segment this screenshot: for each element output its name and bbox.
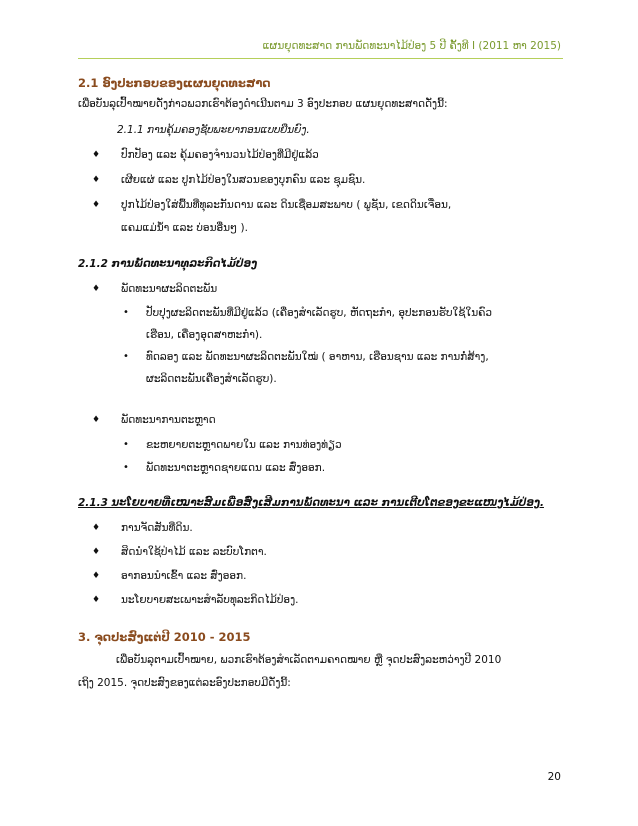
subsection-2-1-2-heading: 2.1.2 ການພັດທະນາທຸລະກິດໄມ້ປ່ອງ xyxy=(78,258,258,270)
diamond-bullet-icon: ♦ xyxy=(92,284,101,294)
dot-bullet-icon: • xyxy=(123,439,129,450)
diamond-bullet-icon: ♦ xyxy=(92,547,101,557)
list-item: ພັດທະນາຜະລິດຕະພັນ xyxy=(121,283,218,295)
diamond-bullet-icon: ♦ xyxy=(92,200,101,210)
list-item: ນະໂຍບາຍສະເພາະສຳລັບທຸລະກິດໄມ້ປ່ອງ. xyxy=(121,594,299,606)
list-item: ພັດທະນາການຕະຫຼາດ xyxy=(121,414,216,426)
list-item: ສິດນຳໃຊ້ປ່າໄມ້ ແລະ ລະບົບໂກຕາ. xyxy=(121,546,267,558)
diamond-bullet-icon: ♦ xyxy=(92,175,101,185)
dot-bullet-icon: • xyxy=(123,462,129,473)
subsection-2-1-3-heading: 2.1.3 ນະໂຍບາຍທີ່ເໝາະສົມເພື່ອສົ່ງເສີມການພັດທະນາ ແລະ ການເຕີບໂຕຂອງຂະແໜງໄມ້ປ່ອງ. xyxy=(78,497,544,509)
list-item: ປູກໄມ້ປ່ອງໃສ່ພື້ນທີ່ທຸລະກັນດານ ແລະ ດິນເຊື່ອມສະພາບ ( ພູຊັນ, ເຂດດິນເຈື່ອນ, xyxy=(121,199,452,211)
list-item-continuation: ແຄມແມ່ນ້ຳ ແລະ ບ່ອນອື່ນໆ ). xyxy=(121,222,248,234)
list-item: ເຜີຍແຜ່ ແລະ ປູກໄມ້ປ່ອງໃນສວນຂອງບຸກຄົນ ແລະ ຊຸມຊົນ. xyxy=(121,174,366,186)
list-item: ອາກອນນຳເຂົ້າ ແລະ ສົ່ງອອກ. xyxy=(121,570,247,582)
sub-list-item: ຂະຫຍາຍຕະຫຼາດພາຍໃນ ແລະ ການທ່ອງທ່ຽວ xyxy=(146,439,342,451)
dot-bullet-icon: • xyxy=(123,351,129,362)
section-2-1-intro: ເພື່ອບັນລຸເປົ້າໝາຍດັ່ງກ່າວພວກເຮົາຕ້ອງດຳເນີນຕາມ 3 ອົງປະກອບ ແຜນຍຸດທະສາດດັ່ງນີ້: xyxy=(78,98,448,110)
sub-list-item: ປັບປຸງຜະລິດຕະພັນທີ່ມີຢູ່ແລ້ວ (ເຄື່ອງສຳເລັດຮູບ, ຫັດຖະກຳ, ອຸປະກອນຮັບໃຊ້ໃນຄົວ xyxy=(146,307,492,319)
sub-list-item-continuation: ເຮືອນ, ເຄື່ອງອຸດສາຫະກຳ). xyxy=(146,329,263,341)
sub-list-item: ທົດລອງ ແລະ ພັດທະນາຜະລິດຕະພັນໃໝ່ ( ອາຫານ, ເຮືອນຊານ ແລະ ການກໍ່ສ້າງ, xyxy=(146,351,489,363)
running-header: ແຜນຍຸດທະສາດ ການພັດທະນາໄມ້ປ່ອງ 5 ປີ ຄັ້ງທີ I (2011 ຫາ 2015) xyxy=(262,40,561,52)
sub-list-item-continuation: ຜະລິດຕະພັນເຄື່ອງສຳເລັດຮູບ). xyxy=(146,373,277,385)
list-item: ປົກປັອງ ແລະ ຄຸ້ມຄອງຈຳນວນໄມ້ປ່ອງທີ່ມີຢູ່ແລ້ວ xyxy=(121,149,319,161)
diamond-bullet-icon: ♦ xyxy=(92,415,101,425)
subsection-2-1-1-heading: 2.1.1 ການຄຸ້ມຄອງຊັບພະຍາກອນແບບຍືນຍົງ. xyxy=(117,124,310,136)
sub-list-item: ພັດທະນາຕະຫຼາດຊາຍແດນ ແລະ ສົ່ງອອກ. xyxy=(146,462,326,474)
diamond-bullet-icon: ♦ xyxy=(92,595,101,605)
section-3-heading: 3. ຈຸດປະສົງແຕ່ປີ 2010 - 2015 xyxy=(78,630,251,644)
section-2-1-heading: 2.1 ອົງປະກອບຂອງແຜນຍຸດທະສາດ xyxy=(78,76,271,90)
diamond-bullet-icon: ♦ xyxy=(92,571,101,581)
page-number: 20 xyxy=(547,771,561,783)
section-3-paragraph-line-2: ເຖິງ 2015. ຈຸດປະສົງຂອງແຕ່ລະອົງປະກອບມີດັ່ງນີ້: xyxy=(78,677,291,689)
section-3-paragraph-line-1: ເພື່ອບັນລຸຕາມເປົ້າໝາຍ, ພວກເຮົາຕ້ອງສຳເລັດຕາມຄາດໝາຍ ຫຼື ຈຸດປະສົງລະຫວ່າງປີ 2010 xyxy=(116,654,502,666)
list-item: ການຈັດສັນທີ່ດິນ. xyxy=(121,522,193,534)
header-rule xyxy=(78,58,563,59)
dot-bullet-icon: • xyxy=(123,307,129,318)
diamond-bullet-icon: ♦ xyxy=(92,523,101,533)
diamond-bullet-icon: ♦ xyxy=(92,150,101,160)
